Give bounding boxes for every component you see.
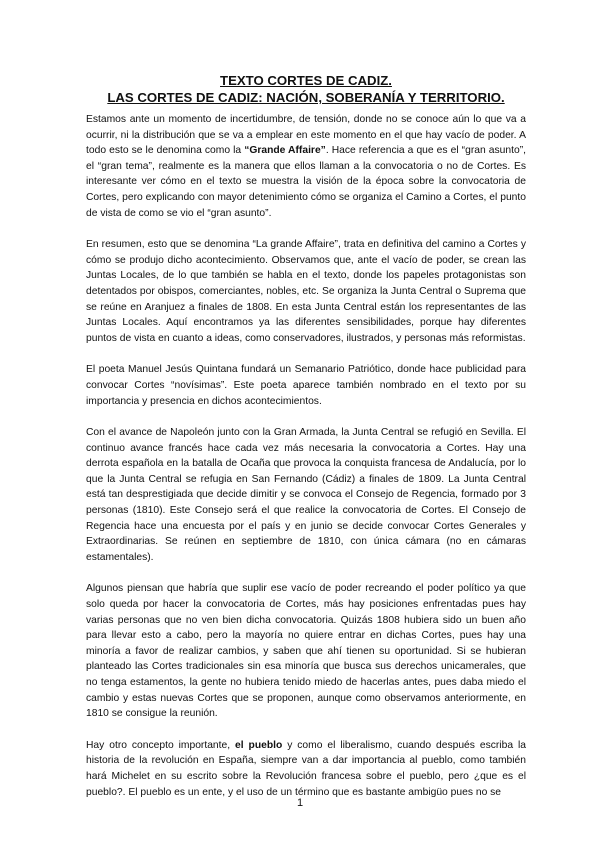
paragraph-4	[86, 425, 526, 565]
paragraph-1	[86, 112, 526, 221]
page-number: 1	[296, 797, 304, 809]
paragraph-6	[86, 738, 526, 800]
paragraph-2	[86, 237, 526, 346]
paragraph-text: y como el liberalismo, cuando después escriba la historia de la revolución en España, siempre van a dar importancia al pueblo, como también hará Michelet en su escrito sobre la Revolución francesa sobre el pueblo, pero ¿que es el pueblo?. El pueblo es un ente, y el uso de un término que es bastante ambigüo pues no se	[86, 739, 526, 798]
paragraph-text: . Hace referencia a que es el “gran asunto”, el “gran tema”, realmente es la manera que ellos llaman a la convocatoria o no de Cortes. Es interesante ver cómo en el texto se muestra la visión de la época sobre la convocatoria de Cortes, pero explicando con mayor detenimiento cómo se organiza el Camino a Cortes, el punto de vista de como se vio el “gran asunto”.	[86, 145, 526, 219]
paragraph-5	[86, 581, 526, 721]
paragraph-text: En resumen, esto que se denomina “La grande Affaire”, trata en definitiva del camino a Cortes y cómo se produjo dicho acontecimiento. Observamos que, ante el vacío de poder, se crean las Juntas Locales, de lo que también se habla en el texto, donde los papeles protagonistas son detentados por obispos, comerciantes, nobles, etc. Se organiza la Junta Central o Suprema que se reúne en Aranjuez a finales de 1808. En esta Junta Central están los representantes de las Juntas Locales. Aquí encontramos ya las diferentes sensibilidades, porque hay diferentes puntos de vista en cuanto a ideas, como conservadores, ilustrados, y personas más reformistas.	[86, 239, 526, 344]
paragraph-text: Estamos ante un momento de incertidumbre, de tensión, donde no se conoce aún lo que va a ocurrir, ni la distribución que se va a emplear en este momento en el que hay vacío de poder. A todo esto se le denomina como la	[86, 114, 526, 157]
paragraph-text: El poeta Manuel Jesús Quintana fundará un Semanario Patriótico, donde hace publicidad para convocar Cortes “novísimas”. Este poeta aparece también nombrado en el texto por su importancia y presencia en dichos acontecimientos.	[86, 364, 526, 407]
paragraph-text: Algunos piensan que habría que suplir ese vacío de poder recreando el poder político ya que solo queda por hacer la convocatoria de Cortes, más hay posiciones enfrentadas pues hay varias personas que no ven bien dicha convocatoria. Quizás 1808 hubiera sido un buen año para llevar esto a cabo, pero la mayoría no quiere entrar en dichas Cortes, pues hay una minoría a favor de realizar cambios, y saben que ahí tienen su oportunidad. Si se hubieran planteado las Cortes tradicionales sin esa minoría que busca sus derechos unicamerales, que no tenga estamentos, la gente no hubiera tenido miedo de hacerlas antes, pues daba miedo el cambio y estas nuevas Cortes que se proponen, aunque como observamos anteriormente, en 1810 se consigue la reunión.	[86, 583, 526, 720]
document-page	[86, 72, 526, 816]
document-subtitle: LAS CORTES DE CADIZ: NACIÓN, SOBERANÍA Y TERRITORIO.	[107, 90, 505, 105]
bold-term: “Grande Affaire”	[244, 145, 326, 157]
paragraph-text: Con el avance de Napoleón junto con la Gran Armada, la Junta Central se refugió en Sevilla. El continuo avance francés hace cada vez más necesaria la convocatoria a Cortes. Hay una derrota española en la batalla de Ocaña que provoca la conquista francesa de Andalucía, por lo que la Junta Central se refugia en San Fernando (Cádiz) a finales de 1809. La Junta Central está tan desprestigiada que decide dimitir y se convoca el Consejo de Regencia, formado por 3 personas (1810). Este Consejo será el que realice la convocatoria de Cortes. El Consejo de Regencia hace una encuesta por el país y en junio se decide convocar Cortes Generales y Extraordinarias. Se reúnen en septiembre de 1810, con única cámara (no en cámaras estamentales).	[86, 427, 526, 563]
paragraph-text: Hay otro concepto importante,	[86, 739, 236, 751]
paragraph-3	[86, 362, 526, 409]
bold-term: el pueblo	[235, 739, 283, 751]
document-title: TEXTO CORTES DE CADIZ.	[220, 73, 392, 88]
